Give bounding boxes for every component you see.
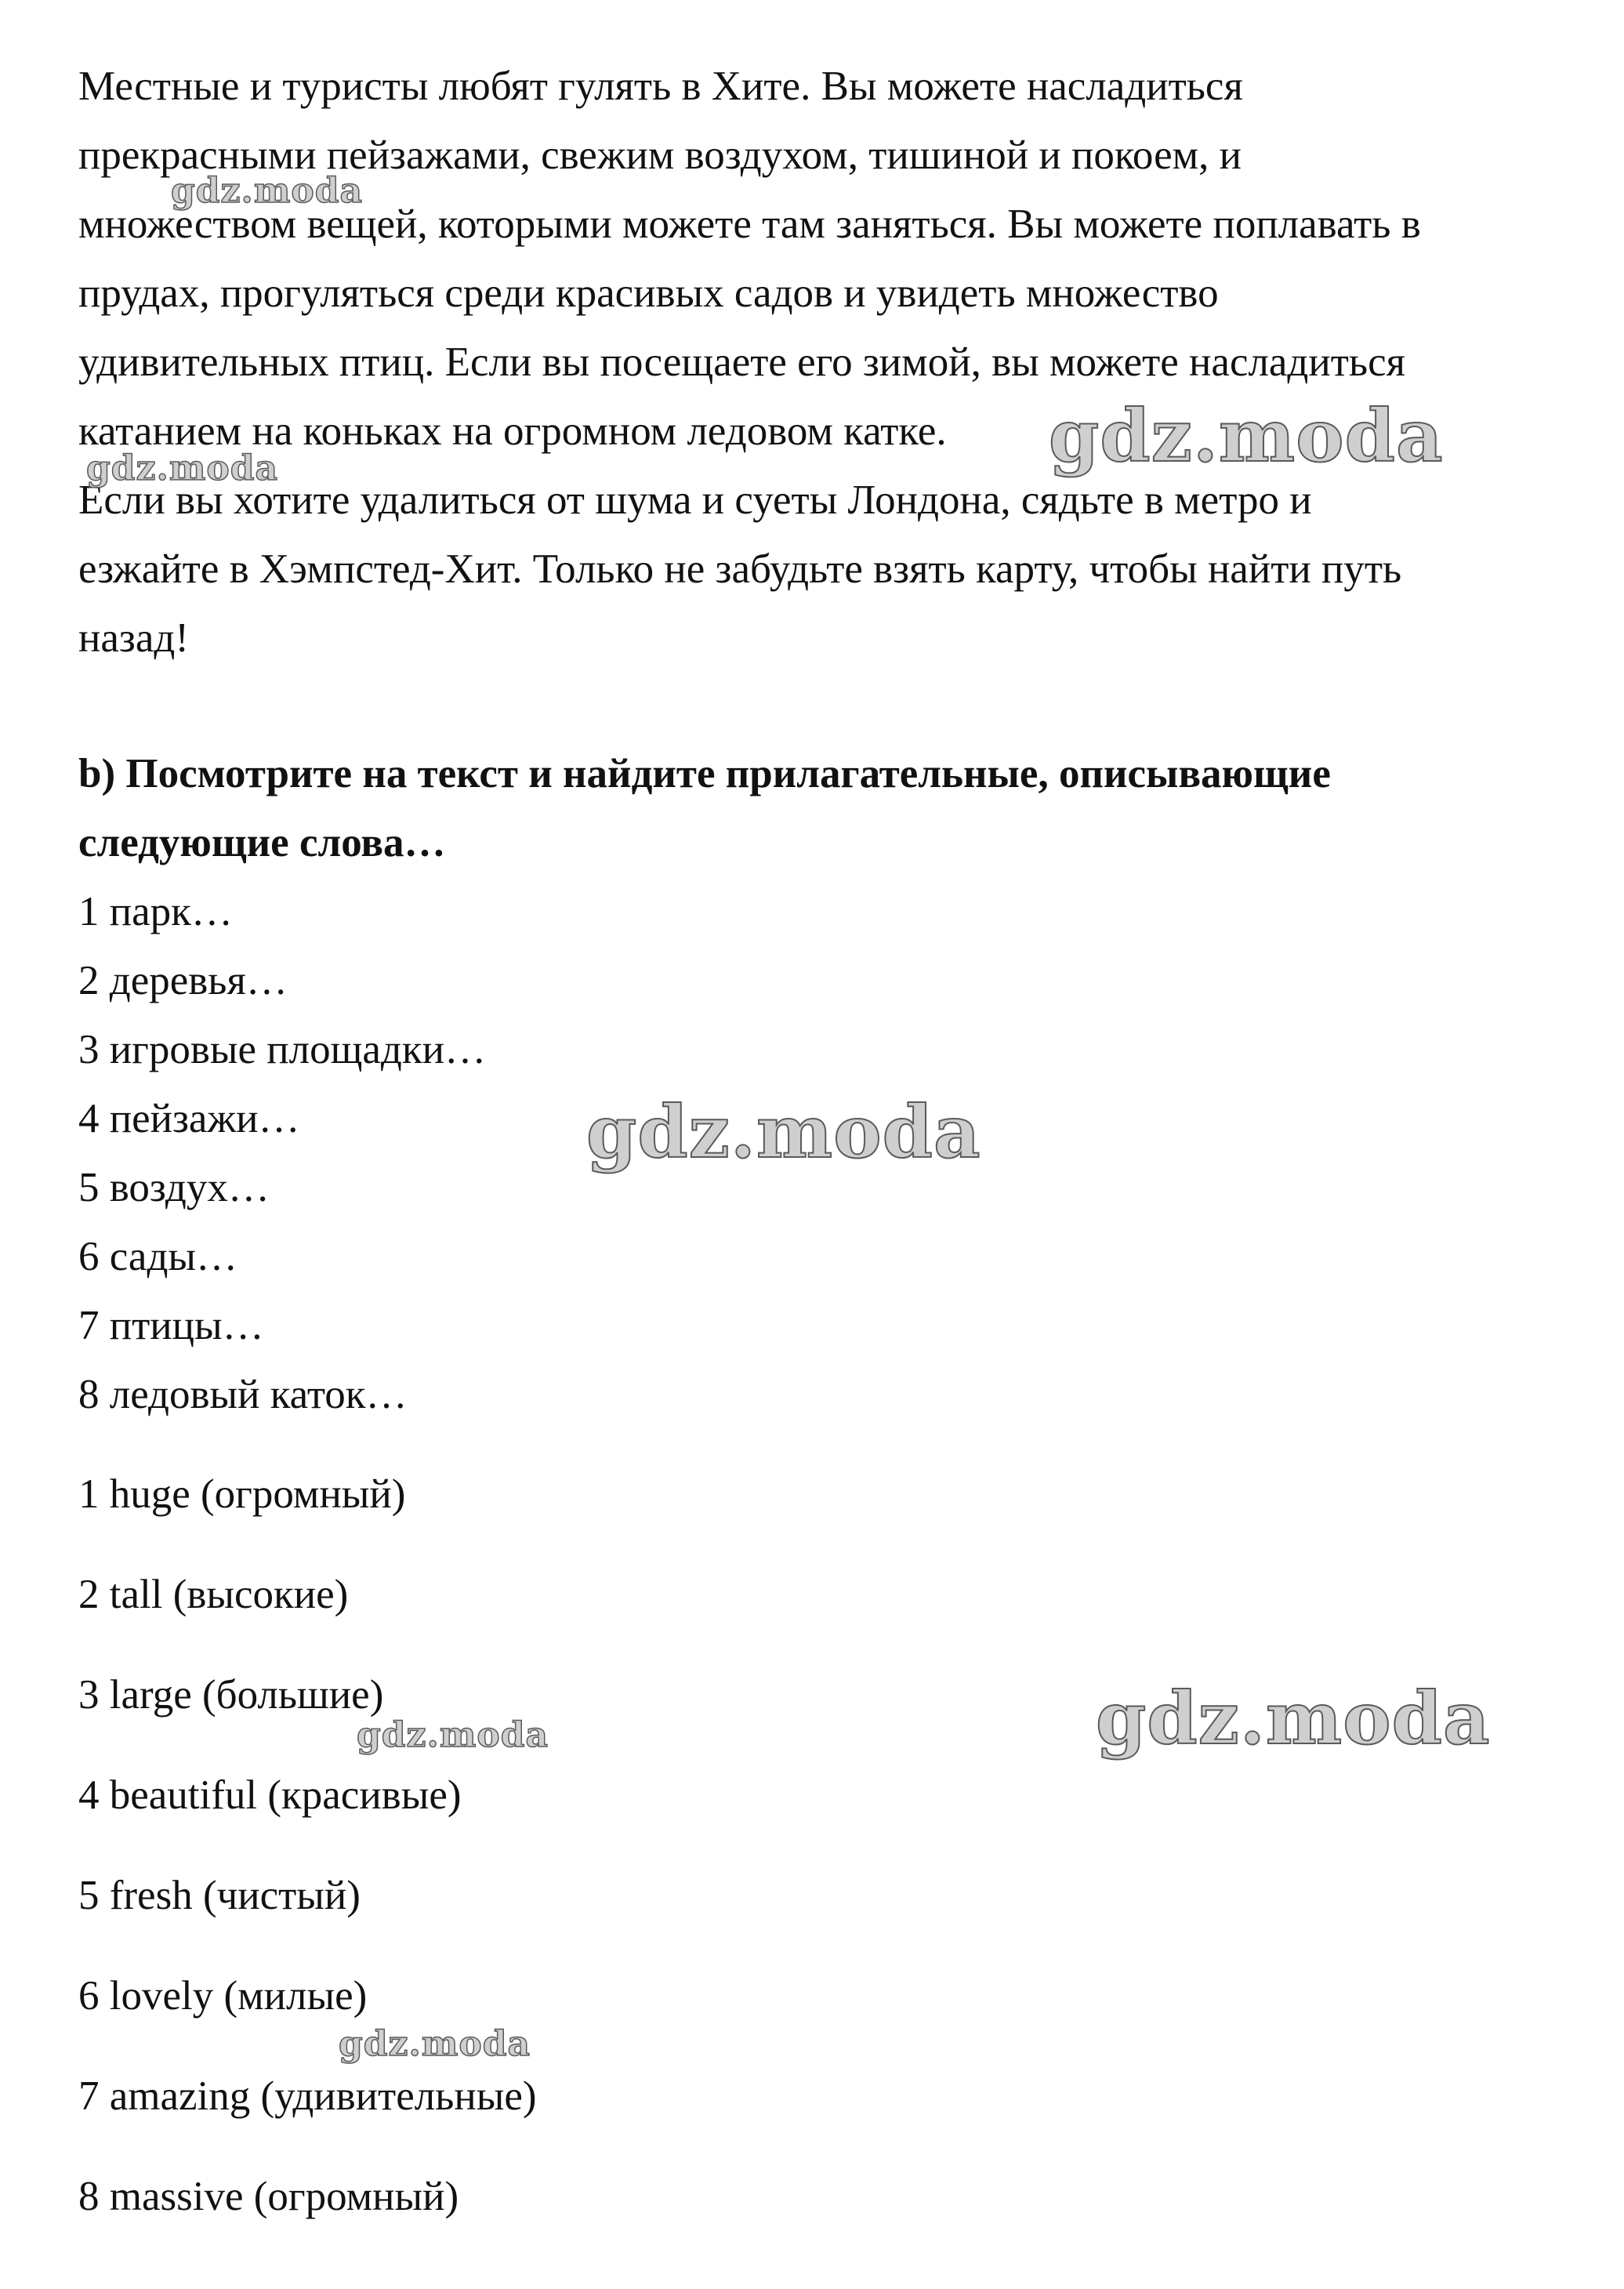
task-item: 4 пейзажи… xyxy=(78,1096,300,1141)
watermark: gdz.moda xyxy=(1096,1676,1491,1761)
answer-item: 6 lovely (милые) xyxy=(78,1973,368,2019)
answer-item: 5 fresh (чистый) xyxy=(78,1873,361,1918)
watermark: gdz.moda xyxy=(357,1715,549,1755)
answer-item: 7 amazing (удивительные) xyxy=(78,2073,537,2119)
watermark: gdz.moda xyxy=(339,2024,531,2064)
paragraph-line: Если вы хотите удалиться от шума и суеты Лондона, сядьте в метро и xyxy=(78,477,1312,523)
task-heading: b) Посмотрите на текст и найдите прилагательные, описывающие xyxy=(78,751,1331,796)
paragraph-line: множеством вещей, которыми можете там заняться. Вы можете поплавать в xyxy=(78,201,1421,247)
answer-item: 3 large (большие) xyxy=(78,1672,384,1718)
paragraph-line: удивительных птиц. Если вы посещаете его зимой, вы можете насладиться xyxy=(78,339,1405,385)
paragraph-line: езжайте в Хэмпстед-Хит. Только не забудьте взять карту, чтобы найти путь xyxy=(78,546,1402,592)
task-item: 5 воздух… xyxy=(78,1165,270,1210)
paragraph-line: Местные и туристы любят гулять в Хите. Вы можете насладиться xyxy=(78,63,1243,109)
task-item: 2 деревья… xyxy=(78,958,288,1003)
answer-item: 4 beautiful (красивые) xyxy=(78,1772,462,1818)
task-item: 1 парк… xyxy=(78,889,233,934)
answer-item: 1 huge (огромный) xyxy=(78,1471,406,1517)
watermark: gdz.moda xyxy=(586,1090,981,1174)
watermark: gdz.moda xyxy=(86,448,279,488)
watermark: gdz.moda xyxy=(1049,394,1444,478)
watermark: gdz.moda xyxy=(171,171,364,211)
answer-item: 8 massive (огромный) xyxy=(78,2174,459,2219)
paragraph-line: катанием на коньках на огромном ледовом катке. xyxy=(78,408,947,454)
paragraph-line: прудах, прогуляться среди красивых садов и увидеть множество xyxy=(78,270,1219,316)
task-item: 6 сады… xyxy=(78,1234,238,1279)
task-item: 3 игровые площадки… xyxy=(78,1027,486,1072)
task-item: 7 птицы… xyxy=(78,1303,264,1348)
paragraph-line: прекрасными пейзажами, свежим воздухом, тишиной и покоем, и xyxy=(78,132,1242,178)
task-item: 8 ледовый каток… xyxy=(78,1372,408,1417)
answer-item: 2 tall (высокие) xyxy=(78,1572,349,1617)
task-heading: следующие слова… xyxy=(78,820,446,865)
paragraph-line: назад! xyxy=(78,615,189,661)
